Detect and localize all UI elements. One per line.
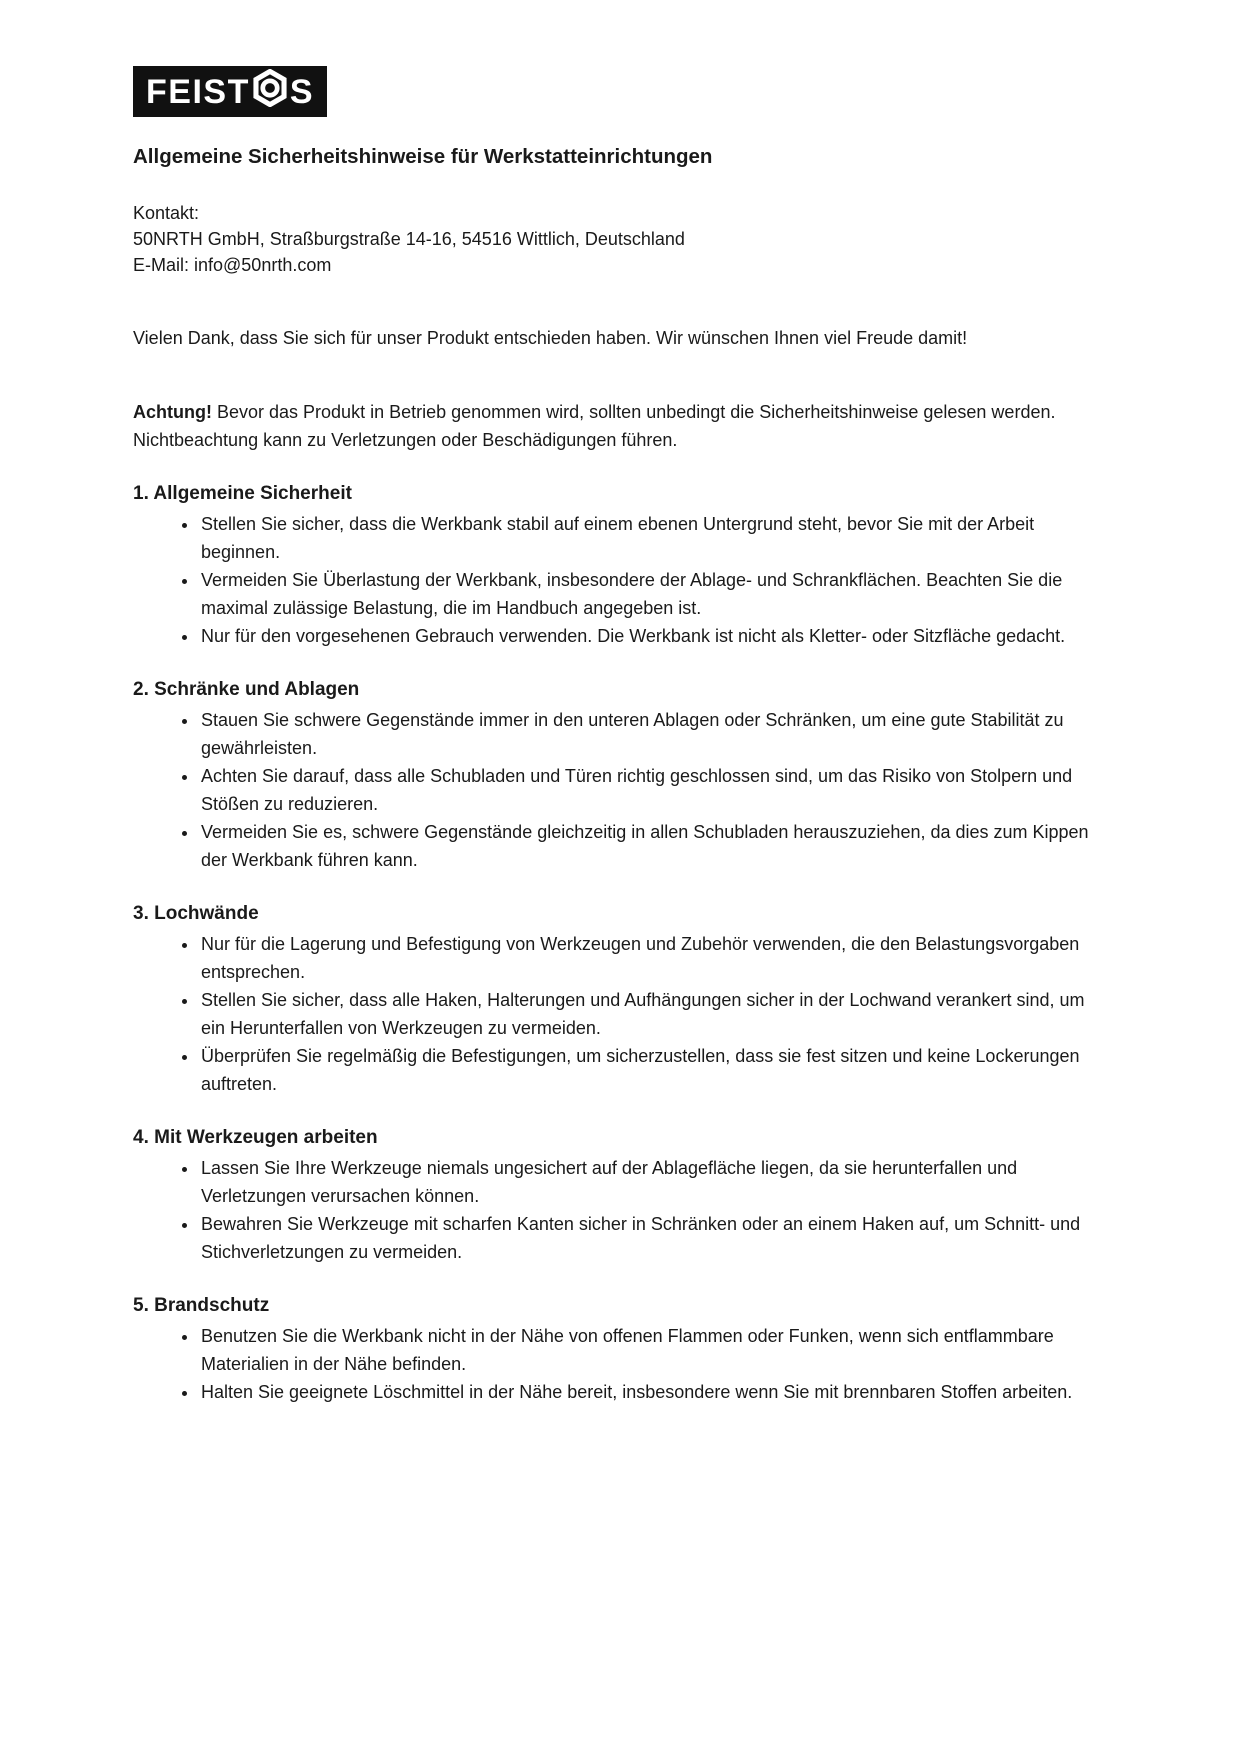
contact-address: 50NRTH GmbH, Straßburgstraße 14-16, 54516 Wittlich, Deutschland xyxy=(133,229,685,249)
section-bullets xyxy=(133,930,1110,1098)
bullet-item: • Vermeiden Sie es, schwere Gegenstände gleichzeitig in allen Schubladen herauszuziehen, da dies zum Kippen der Werkbank führen kann. xyxy=(199,818,1110,874)
bullet-item: • Stellen Sie sicher, dass alle Haken, Halterungen und Aufhängungen sicher in der Lochwand verankert sind, um ein Herunterfallen von Werkzeugen zu vermeiden. xyxy=(199,986,1110,1042)
contact-label: Kontakt: xyxy=(133,203,200,223)
bullet-item: • Stellen Sie sicher, dass die Werkbank stabil auf einem ebenen Untergrund steht, bevor Sie mit der Arbeit beginnen. xyxy=(199,510,1110,566)
warning-paragraph xyxy=(133,398,1110,454)
section xyxy=(133,676,1110,874)
bullet-item: • Achten Sie darauf, dass alle Schubladen und Türen richtig geschlossen sind, um das Risiko von Stolpern und Stößen zu reduzieren. xyxy=(199,762,1110,818)
bullet-item: • Bewahren Sie Werkzeuge mit scharfen Kanten sicher in Schränken oder an einem Haken auf, um Schnitt- und Stichverletzungen zu vermeiden. xyxy=(199,1210,1110,1266)
section xyxy=(133,480,1110,650)
section xyxy=(133,1292,1110,1406)
brand-logo xyxy=(133,66,327,117)
logo-text-left: FEIST xyxy=(146,72,250,111)
bullet-item: • Stauen Sie schwere Gegenstände immer in den unteren Ablagen oder Schränken, um eine gute Stabilität zu gewährleisten. xyxy=(199,706,1110,762)
bullet-item: • Benutzen Sie die Werkbank nicht in der Nähe von offenen Flammen oder Funken, wenn sich entflammbare Materialien in der Nähe befinden. xyxy=(199,1322,1110,1378)
warning-text: Bevor das Produkt in Betrieb genommen wird, sollten unbedingt die Sicherheitshinweise gelesen werden. Nichtbeachtung kann zu Verletzungen oder Beschädigungen führen. xyxy=(133,402,1056,450)
logo-text-right: S xyxy=(289,72,315,111)
section-heading: 3. Lochwände xyxy=(133,903,259,924)
page-title: Allgemeine Sicherheitshinweise für Werkstatteinrichtungen xyxy=(133,145,713,168)
section xyxy=(133,1124,1110,1266)
section-bullets xyxy=(133,706,1110,874)
section-heading: 1. Allgemeine Sicherheit xyxy=(133,483,352,504)
section-heading: 5. Brandschutz xyxy=(133,1295,270,1316)
contact-email: E-Mail: info@50nrth.com xyxy=(133,255,332,275)
bullet-item: • Vermeiden Sie Überlastung der Werkbank, insbesondere der Ablage- und Schrankflächen. Beachten Sie die maximal zulässige Belastung, die im Handbuch angegeben ist. xyxy=(199,566,1110,622)
section-bullets xyxy=(133,1154,1110,1266)
sections xyxy=(133,480,1110,1406)
bullet-item: • Überprüfen Sie regelmäßig die Befestigungen, um sicherzustellen, dass sie fest sitzen und keine Lockerungen auftreten. xyxy=(199,1042,1110,1098)
bullet-item: • Nur für den vorgesehenen Gebrauch verwenden. Die Werkbank ist nicht als Kletter- oder Sitzfläche gedacht. xyxy=(199,622,1110,650)
section-bullets xyxy=(133,510,1110,650)
section-bullets xyxy=(133,1322,1110,1406)
hex-nut-icon xyxy=(253,69,287,115)
section xyxy=(133,900,1110,1098)
warning-label: Achtung! xyxy=(133,402,212,422)
intro-paragraph: Vielen Dank, dass Sie sich für unser Produkt entschieden haben. Wir wünschen Ihnen viel Freude damit! xyxy=(133,328,968,348)
contact-block xyxy=(133,200,1110,278)
bullet-item: • Nur für die Lagerung und Befestigung von Werkzeugen und Zubehör verwenden, die den Belastungsvorgaben entsprechen. xyxy=(199,930,1110,986)
section-heading: 4. Mit Werkzeugen arbeiten xyxy=(133,1127,378,1148)
bullet-item: • Lassen Sie Ihre Werkzeuge niemals ungesichert auf der Ablagefläche liegen, da sie herunterfallen und Verletzungen verursachen können. xyxy=(199,1154,1110,1210)
section-heading: 2. Schränke und Ablagen xyxy=(133,679,360,700)
bullet-item: • Halten Sie geeignete Löschmittel in der Nähe bereit, insbesondere wenn Sie mit brennbaren Stoffen arbeiten. xyxy=(199,1378,1110,1406)
